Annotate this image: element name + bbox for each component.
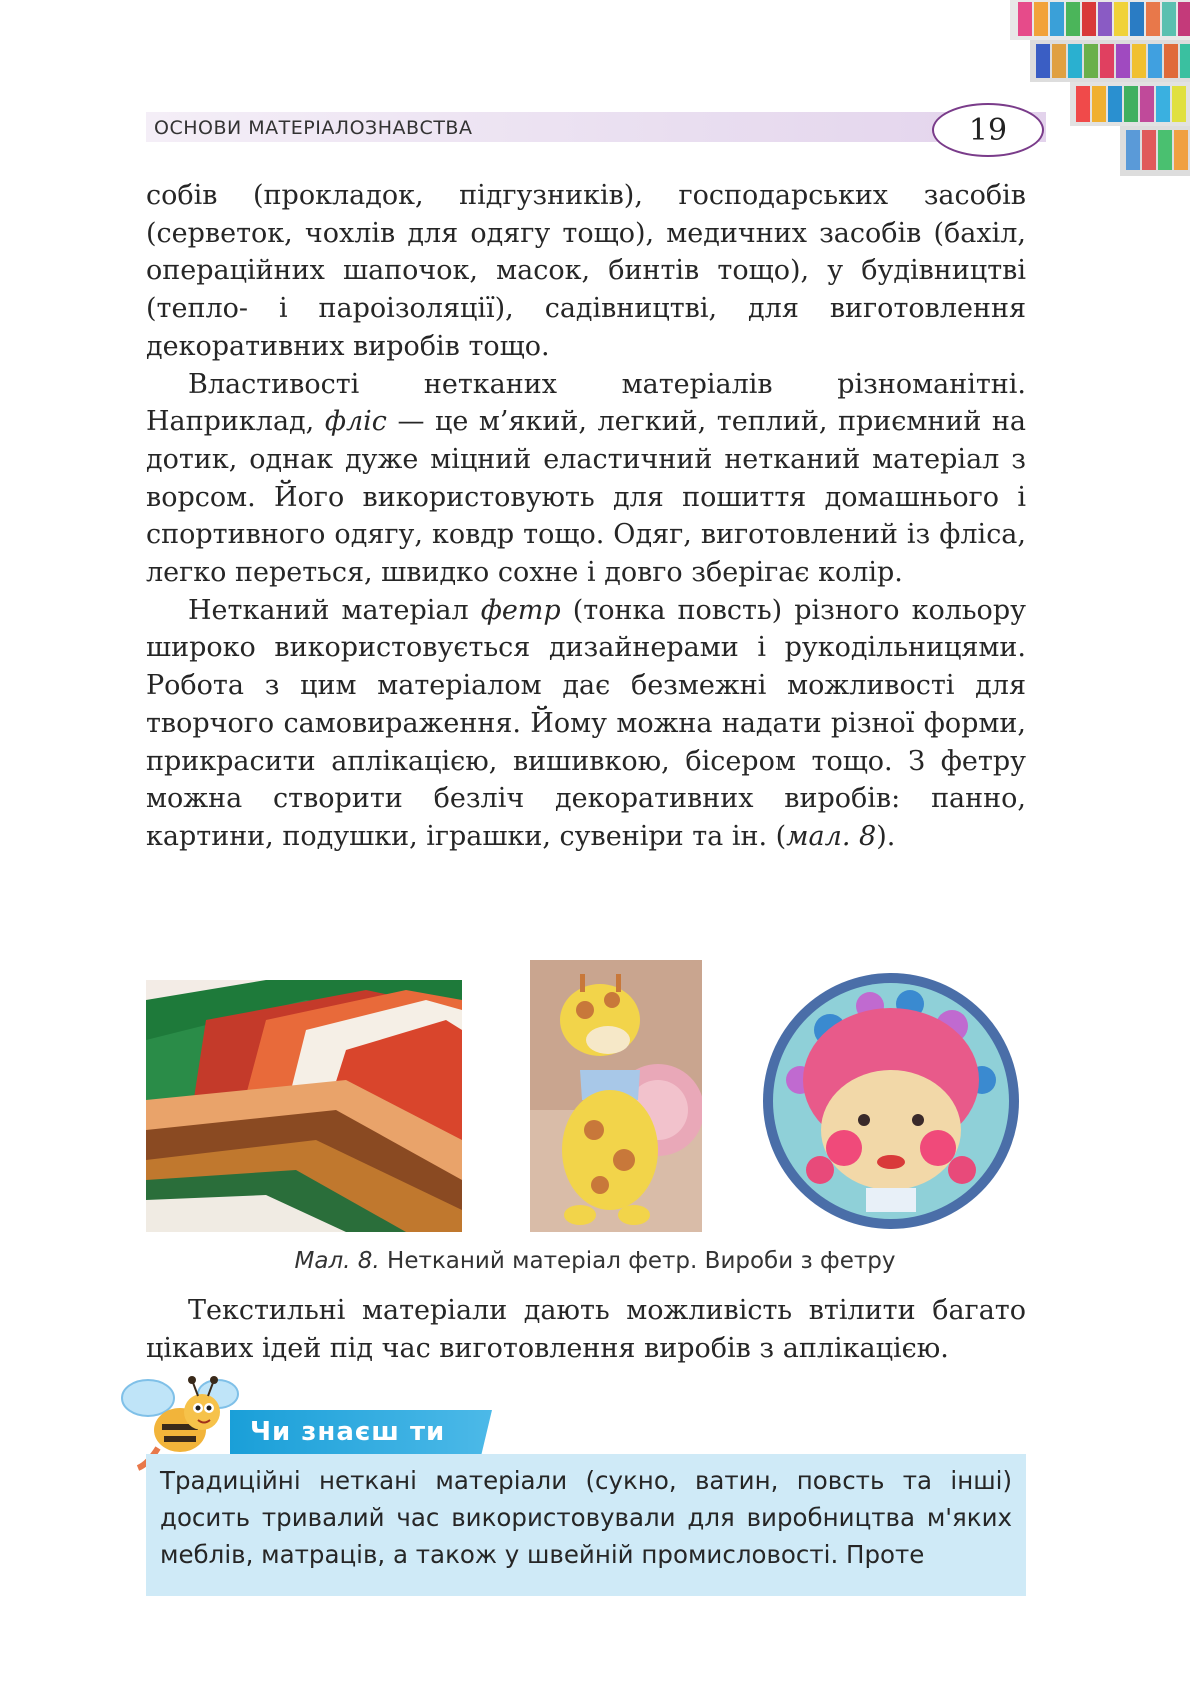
term-flis: фліс xyxy=(324,406,387,438)
page-number: 19 xyxy=(932,103,1044,157)
figure-caption: Мал. 8. Нетканий матеріал фетр. Вироби з фетру xyxy=(294,1248,896,1274)
did-you-know-text: Традиційні неткані матеріали (сукно, ватин, повсть та інші) досить тривалий час використовували для виробництва м'яких меблів, матраців, а також у швейній промисловості. Проте xyxy=(160,1466,1012,1569)
paragraph-3: Нетканий матеріал фетр (тонка повсть) різного кольору широко використовується дизайнерами і рукодільницями. Робота з цим матеріалом дає безмежні можливості для творчого самовираження. Йому можна надати різної форми, прикрасити аплікацією, вишивкою, бісером тощо. З фетру можна створити безліч декоративних виробів: панно, картини, подушки, іграшки, сувеніри та ін. (мал. 8). xyxy=(146,594,1026,852)
section-title: ОСНОВИ МАТЕРІАЛОЗНАВСТВА xyxy=(154,117,473,139)
body-text-lower xyxy=(146,1292,1026,1367)
felt-giraffe-photo xyxy=(530,960,702,1232)
paragraph-4: Текстильні матеріали дають можливість втілити багато цікавих ідей під час виготовлення виробів з аплікацією. xyxy=(146,1295,1026,1364)
paragraph-2: Властивості нетканих матеріалів різноманітні. Наприклад, фліс — це м’який, легкий, теплий, приємний на дотик, однак дуже міцний еластичний нетканий матеріал з ворсом. Його використовують для пошиття домашнього і спортивного одягу, ковдр тощо. Одяг, виготовлений із фліса, легко переться, швидко сохне і довго зберігає колір. xyxy=(146,368,1026,589)
felt-sheets-photo xyxy=(146,980,462,1232)
thread-spools-image xyxy=(970,0,1190,200)
figure-reference: мал. 8 xyxy=(786,820,877,852)
body-text-upper xyxy=(146,177,1026,856)
term-fetr: фетр xyxy=(480,594,561,626)
did-you-know-label: Чи знаєш ти xyxy=(250,1417,446,1447)
felt-girl-panel-photo xyxy=(760,970,1022,1232)
paragraph-1: собів (прокладок, підгузників), господарських засобів (серветок, чохлів для одягу тощо), медичних засобів (бахіл, операційних шапочок, масок, бинтів тощо), у будівництві (тепло- і пароізоляції), садівництві, для виготовлення декоративних виробів тощо. xyxy=(146,180,1026,362)
